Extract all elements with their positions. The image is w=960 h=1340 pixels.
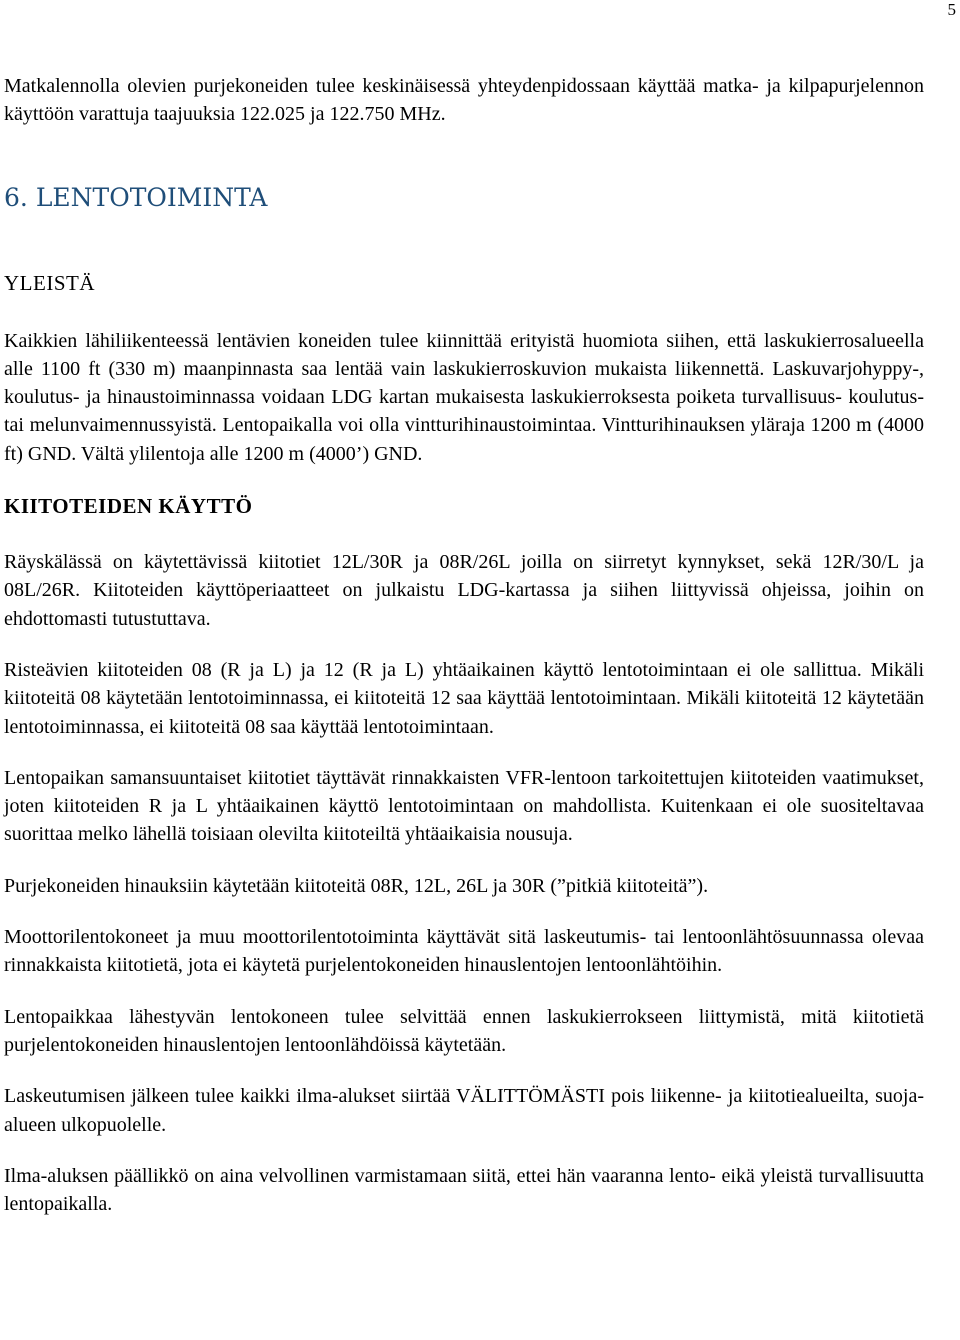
intro-paragraph: Matkalennolla olevien purjekoneiden tulee keskinäisessä yhteydenpidossaan käyttää matka- ja kilpapurjelennon käyttöön varattuja taajuuksia 122.025 ja 122.750 MHz. [4,75,924,126]
section-heading-yleista: YLEISTÄ [4,270,95,295]
kiitoteiden-paragraph: Moottorilentokoneet ja muu moottorilentotoiminta käyttävät sitä laskeutumis- tai lentoonlähtösuunnassa olevaa rinnakkaista kiitotietä, jota ei käytetä purjelentokoneiden hinauslentojen lentoonlähtöihin. [4,926,924,977]
kiitoteiden-paragraph: Lentopaikkaa lähestyvän lentokoneen tulee selvittää ennen laskukierrokseen liittymistä, mitä kiitotietä purjelentokoneiden hinauslentojen lentoonlähdöissä käytetään. [4,1005,924,1056]
kiitoteiden-paragraph: Lentopaikan samansuuntaiset kiitotiet täyttävät rinnakkaisten VFR-lentoon tarkoitettujen kiitoteiden vaatimukset, joten kiitoteiden R ja L yhtäaikainen käyttö lentotoimintaan on mahdollista. Kuitenkaan ei ole suositeltavaa suorittaa melko lähellä toisiaan olevilta kiitoteiltä yhtäaikaisia nousuja. [4,766,924,846]
chapter-title: LENTOTOIMINTA [35,182,268,212]
kiitoteiden-paragraph: Risteävien kiitoteiden 08 (R ja L) ja 12 (R ja L) yhtäaikainen käyttö lentotoimintaan ei ole sallittua. Mikäli kiitoteitä 08 käytetään lentotoiminnassa, ei kiitoteitä 12 saa käyttää lentotoimintaan. Mikäli kiitoteitä 12 käytetään lentotoiminnassa, ei kiitoteitä 08 saa käyttää lentotoimintaan. [4,658,924,738]
section-heading-kiitoteiden-kaytto: KIITOTEIDEN KÄYTTÖ [4,494,253,519]
kiitoteiden-paragraph: Ilma-aluksen päällikkö on aina velvollinen varmistamaan siitä, ettei hän vaaranna lento- eikä yleistä turvallisuutta lentopaikalla. [4,1164,924,1216]
chapter-heading [4,183,924,213]
page-number: 5 [947,0,956,19]
kiitoteiden-paragraph: Laskeutumisen jälkeen tulee kaikki ilma-alukset siirtää VÄLITTÖMÄSTI pois liikenne- ja kiitotiealueilta, suoja-alueen ulkopuolelle. [4,1085,924,1136]
chapter-number: 6. [4,182,28,212]
kiitoteiden-paragraph: Räyskälässä on käytettävissä kiitotiet 12L/30R ja 08R/26L joilla on siirretyt kynnykset, sekä 12R/30/L ja 08L/26R. Kiitoteiden käyttöperiaatteet on julkaistu LDG-kartassa ja siihen liittyvissä ohjeissa, joihin on ehdottomasti tutustuttava. [4,551,924,630]
document-body [4,72,924,1218]
yleista-paragraph: Kaikkien lähiliikenteessä lentävien koneiden tulee kiinnittää erityistä huomiota siihen, että laskukierrosalueella alle 1100 ft (330 m) maanpinnasta saa lentää vain laskukierroskuvion mukaista liikennettä. Laskuvarjohyppy-, koulutus- ja hinaustoiminnassa voidaan LDG kartan mukaisesta laskukierroksesta poiketa turvallisuus- koulutus- tai melunvaimennussyistä. Lentopaikalla voi olla vintturihinaustoimintaa. Vintturihinauksen yläraja 1200 m (4000 ft) GND. Vältä ylilentoja alle 1200 m (4000’) GND. [4,329,924,465]
kiitoteiden-paragraph: Purjekoneiden hinauksiin käytetään kiitoteitä 08R, 12L, 26L ja 30R (”pitkiä kiitoteitä”). [4,874,709,897]
